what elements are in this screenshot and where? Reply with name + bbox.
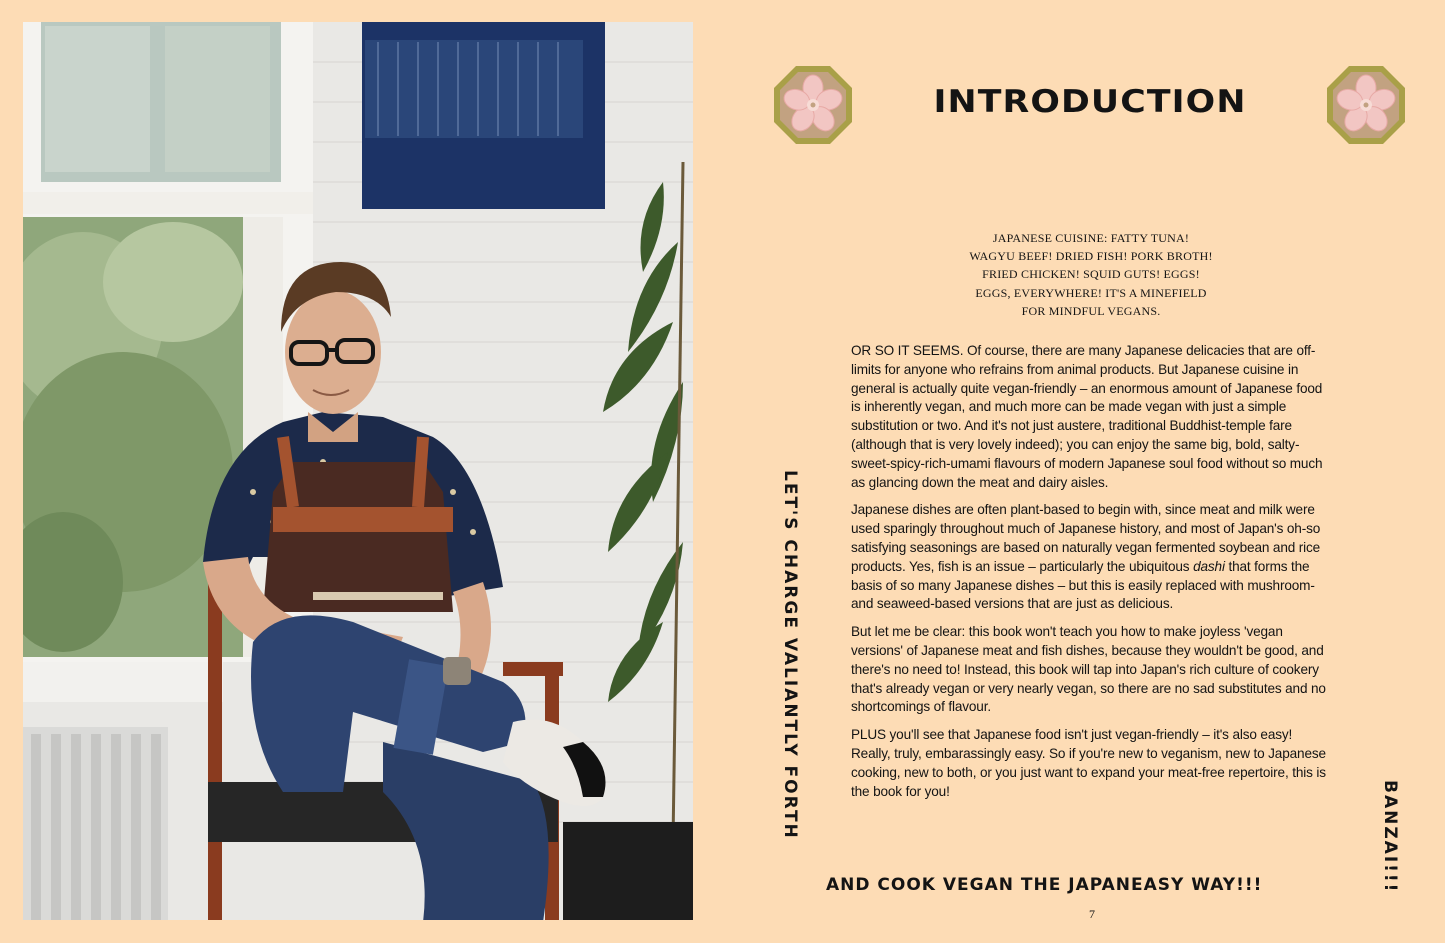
intro-quote [940,229,1242,320]
author-photo [23,22,693,920]
page-title: INTRODUCTION [933,84,1247,120]
vertical-slogan: LET'S CHARGE VALIANTLY FORTH [780,470,800,840]
quote-line: EGGS, EVERYWHERE! IT'S A MINEFIELD [975,285,1207,300]
bottom-slogan: AND COOK VEGAN THE JAPANEASY WAY!!! [826,875,1263,895]
paragraph: But let me be clear: this book won't teach you how to make joyless 'vegan versions' of Japanese meat and fish dishes, because they wouldn't be good, and there's no need to! Instead, this book will tap into Japan's rich culture of cookery that's already vegan or very nearly vegan, so there are no sad substitutes and no shortcomings of flavour. [851,624,1326,715]
paragraph-text: that forms the basis of so many Japanese dishes – but this is easily replaced with mushroom- and seaweed-based versions that are just as delicious. [851,558,1315,612]
page-number: 7 [1089,907,1095,921]
paragraph [851,501,1335,614]
quote-line: WAGYU BEEF! DRIED FISH! PORK BROTH! [969,249,1213,264]
dashi-emphasis: dashi [1193,558,1225,574]
quote-line: FOR MINDFUL VEGANS. [1021,303,1161,318]
body-text [851,342,1335,810]
quote-line: JAPANESE CUISINE: FATTY TUNA! [992,231,1190,245]
quote-line: FRIED CHICKEN! SQUID GUTS! EGGS! [982,267,1200,282]
cherry-blossom-octagon-icon [1325,64,1407,146]
vertical-banzai: BANZAI!!! [1380,780,1400,894]
paragraph: OR SO IT SEEMS. Of course, there are many Japanese delicacies that are off-limits for anyone who refrains from animal products. But Japanese cuisine in general is actually quite vegan-friendly – an enormous amount of Japanese food is inherently vegan, and much more can be made vegan with just a simple substitution or two. And it's not just austere, traditional Buddhist-temple fare (although that is very lovely indeed); you can enjoy the same big, bold, salty-sweet-spicy-rich-umami flavours of modern Japanese soul food without so much as glancing down the meat and dairy aisles. [851,343,1323,490]
paragraph: PLUS you'll see that Japanese food isn't just vegan-friendly – it's also easy! Really, truly, embarassingly easy. So if you're new to veganism, new to Japanese cooking, new to both, or you just want to expand your meat-free repertoire, this is the book for you! [851,727,1326,799]
cherry-blossom-octagon-icon [772,64,854,146]
paragraph-text: Japanese dishes are often plant-based to begin with, since meat and milk were used sparingly throughout much of Japanese history, and most of Japan's oh-so satisfying seasonings are based on naturally vegan fermented soybean and rice products. Yes, fish is an issue – particularly the ubiquitous [851,502,1321,574]
